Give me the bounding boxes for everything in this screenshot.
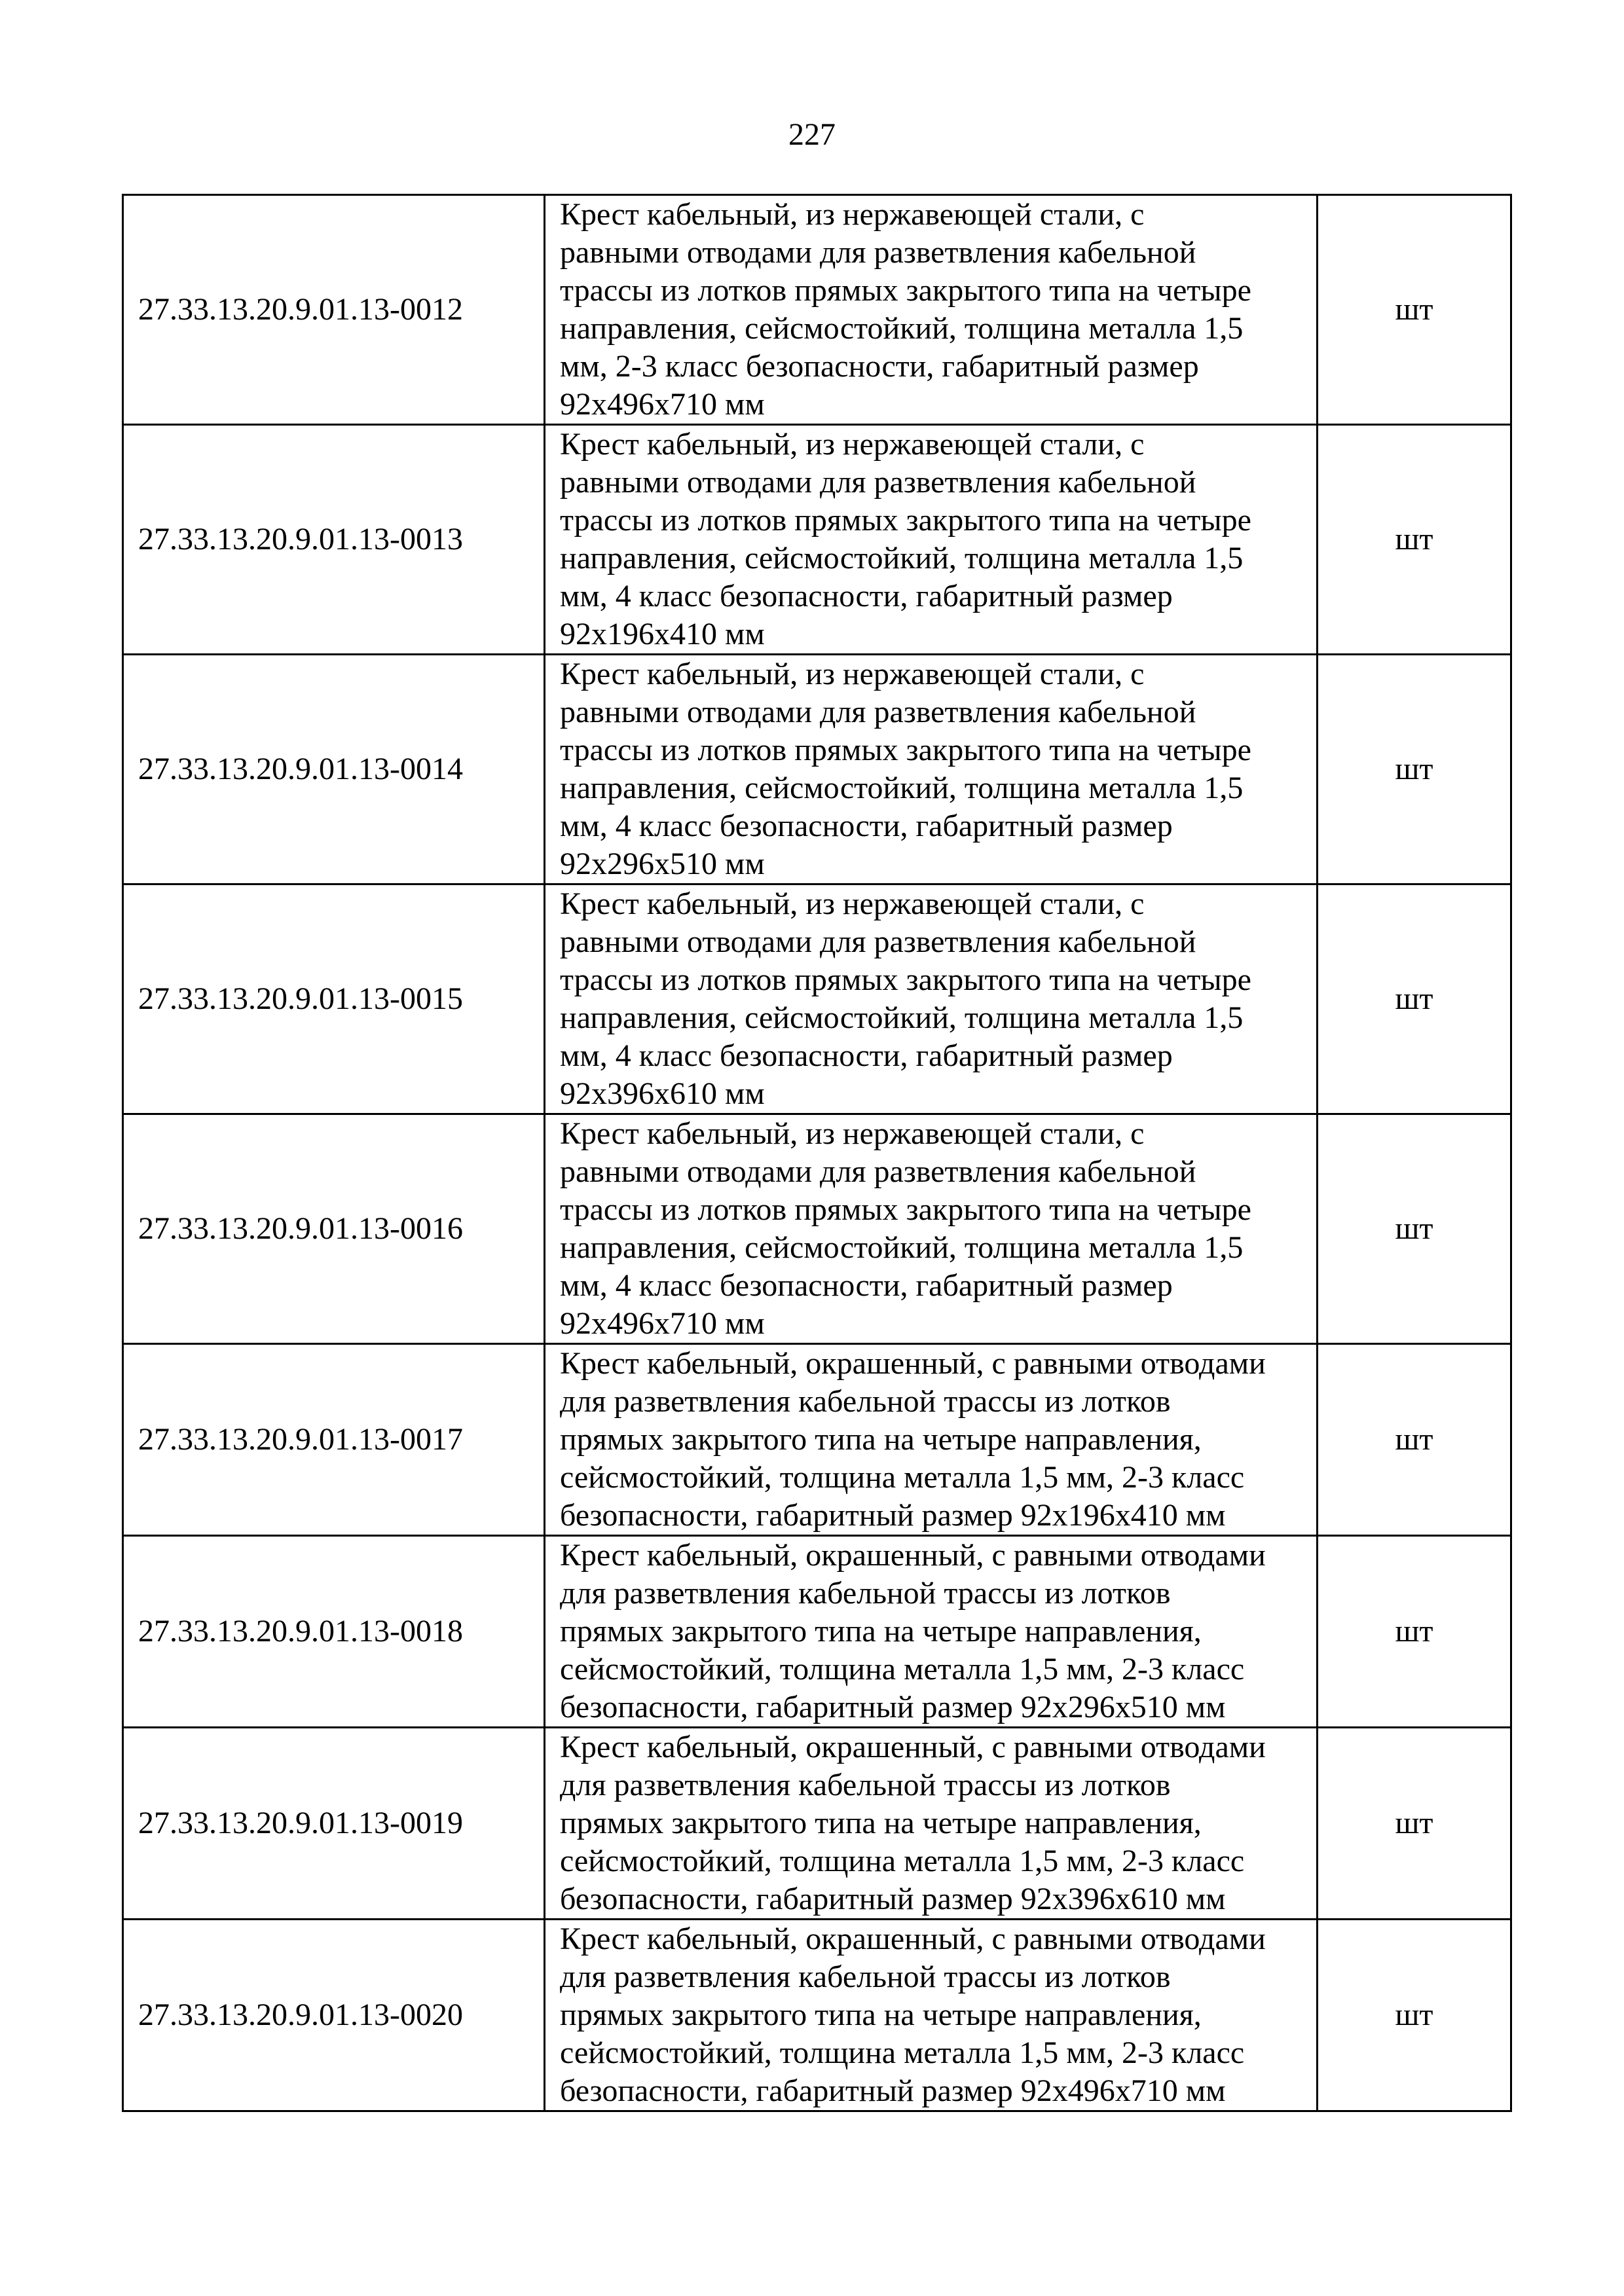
description-line: мм, 4 класс безопасности, габаритный размер xyxy=(560,1038,1173,1073)
description-line: Крест кабельный, окрашенный, с равными отводами xyxy=(560,1538,1266,1573)
description-line: безопасности, габаритный размер 92x496x710 мм xyxy=(560,2073,1226,2108)
items-table-body xyxy=(123,195,1511,2111)
item-code: 27.33.13.20.9.01.13-0012 xyxy=(123,195,545,425)
description-line: прямых закрытого типа на четыре направления, xyxy=(560,1806,1202,1840)
description-line: для разветвления кабельной трассы из лотков xyxy=(560,1959,1171,1994)
description-line: трассы из лотков прямых закрытого типа на четыре xyxy=(560,962,1251,997)
description-line: 92x496x710 мм xyxy=(560,387,765,422)
description-line: Крест кабельный, окрашенный, с равными отводами xyxy=(560,1922,1266,1956)
description-line: для разветвления кабельной трассы из лотков xyxy=(560,1768,1171,1802)
description-line: для разветвления кабельной трассы из лотков xyxy=(560,1576,1171,1611)
description-line: Крест кабельный, окрашенный, с равными отводами xyxy=(560,1346,1266,1381)
item-unit: шт xyxy=(1318,884,1511,1114)
description-line: безопасности, габаритный размер 92x296x510 мм xyxy=(560,1690,1226,1724)
description-line: трассы из лотков прямых закрытого типа на четыре xyxy=(560,503,1251,538)
description-line: прямых закрытого типа на четыре направления, xyxy=(560,1614,1202,1649)
item-code: 27.33.13.20.9.01.13-0017 xyxy=(123,1344,545,1536)
item-unit: шт xyxy=(1318,195,1511,425)
item-description xyxy=(545,884,1318,1114)
item-unit: шт xyxy=(1318,655,1511,884)
table-row xyxy=(123,195,1511,425)
item-unit: шт xyxy=(1318,1114,1511,1344)
item-description xyxy=(545,1344,1318,1536)
table-row xyxy=(123,655,1511,884)
description-line: направления, сейсмостойкий, толщина металла 1,5 xyxy=(560,1000,1244,1035)
description-line: направления, сейсмостойкий, толщина металла 1,5 xyxy=(560,771,1244,805)
description-line: сейсмостойкий, толщина металла 1,5 мм, 2-3 класс xyxy=(560,2035,1245,2070)
item-code: 27.33.13.20.9.01.13-0016 xyxy=(123,1114,545,1344)
description-line: направления, сейсмостойкий, толщина металла 1,5 xyxy=(560,1230,1244,1265)
table-row xyxy=(123,1114,1511,1344)
item-unit: шт xyxy=(1318,1536,1511,1728)
description-line: сейсмостойкий, толщина металла 1,5 мм, 2-3 класс xyxy=(560,1844,1245,1878)
description-line: равными отводами для разветвления кабельной xyxy=(560,1154,1196,1189)
description-line: 92x396x610 мм xyxy=(560,1076,765,1111)
description-line: мм, 2-3 класс безопасности, габаритный размер xyxy=(560,349,1199,384)
item-description xyxy=(545,1920,1318,2111)
description-line: трассы из лотков прямых закрытого типа на четыре xyxy=(560,273,1251,308)
item-description xyxy=(545,1728,1318,1920)
table-row xyxy=(123,1728,1511,1920)
description-line: Крест кабельный, из нержавеющей стали, с xyxy=(560,197,1145,232)
item-code: 27.33.13.20.9.01.13-0014 xyxy=(123,655,545,884)
item-code: 27.33.13.20.9.01.13-0018 xyxy=(123,1536,545,1728)
description-line: трассы из лотков прямых закрытого типа на четыре xyxy=(560,733,1251,767)
item-code: 27.33.13.20.9.01.13-0019 xyxy=(123,1728,545,1920)
items-table xyxy=(122,194,1512,2112)
description-line: мм, 4 класс безопасности, габаритный размер xyxy=(560,1268,1173,1303)
description-line: трассы из лотков прямых закрытого типа на четыре xyxy=(560,1192,1251,1227)
description-line: Крест кабельный, из нержавеющей стали, с xyxy=(560,427,1145,462)
description-line: Крест кабельный, окрашенный, с равными отводами xyxy=(560,1730,1266,1764)
item-description xyxy=(545,195,1318,425)
description-line: прямых закрытого типа на четыре направления, xyxy=(560,1422,1202,1457)
description-line: для разветвления кабельной трассы из лотков xyxy=(560,1384,1171,1419)
description-line: мм, 4 класс безопасности, габаритный размер xyxy=(560,579,1173,613)
description-line: Крест кабельный, из нержавеющей стали, с xyxy=(560,657,1145,691)
table-row xyxy=(123,1344,1511,1536)
description-line: направления, сейсмостойкий, толщина металла 1,5 xyxy=(560,311,1244,346)
description-line: безопасности, габаритный размер 92x196x410 мм xyxy=(560,1498,1226,1533)
item-unit: шт xyxy=(1318,1344,1511,1536)
item-unit: шт xyxy=(1318,425,1511,655)
item-unit: шт xyxy=(1318,1920,1511,2111)
table-row xyxy=(123,1536,1511,1728)
description-line: равными отводами для разветвления кабельной xyxy=(560,695,1196,729)
description-line: равными отводами для разветвления кабельной xyxy=(560,465,1196,500)
description-line: 92x296x510 мм xyxy=(560,847,765,881)
item-description xyxy=(545,1536,1318,1728)
page-number: 227 xyxy=(788,117,836,152)
description-line: сейсмостойкий, толщина металла 1,5 мм, 2-3 класс xyxy=(560,1460,1245,1495)
item-code: 27.33.13.20.9.01.13-0020 xyxy=(123,1920,545,2111)
item-description xyxy=(545,425,1318,655)
description-line: равными отводами для разветвления кабельной xyxy=(560,924,1196,959)
table-row xyxy=(123,884,1511,1114)
item-description xyxy=(545,1114,1318,1344)
description-line: сейсмостойкий, толщина металла 1,5 мм, 2-3 класс xyxy=(560,1652,1245,1686)
table-row xyxy=(123,425,1511,655)
description-line: Крест кабельный, из нержавеющей стали, с xyxy=(560,1116,1145,1151)
description-line: 92x496x710 мм xyxy=(560,1306,765,1341)
description-line: 92x196x410 мм xyxy=(560,617,765,651)
description-line: прямых закрытого типа на четыре направления, xyxy=(560,1997,1202,2032)
item-description xyxy=(545,655,1318,884)
description-line: равными отводами для разветвления кабельной xyxy=(560,235,1196,270)
description-line: Крест кабельный, из нержавеющей стали, с xyxy=(560,886,1145,921)
item-code: 27.33.13.20.9.01.13-0015 xyxy=(123,884,545,1114)
description-line: безопасности, габаритный размер 92x396x610 мм xyxy=(560,1882,1226,1916)
item-code: 27.33.13.20.9.01.13-0013 xyxy=(123,425,545,655)
table-row xyxy=(123,1920,1511,2111)
description-line: направления, сейсмостойкий, толщина металла 1,5 xyxy=(560,541,1244,575)
description-line: мм, 4 класс безопасности, габаритный размер xyxy=(560,809,1173,843)
item-unit: шт xyxy=(1318,1728,1511,1920)
